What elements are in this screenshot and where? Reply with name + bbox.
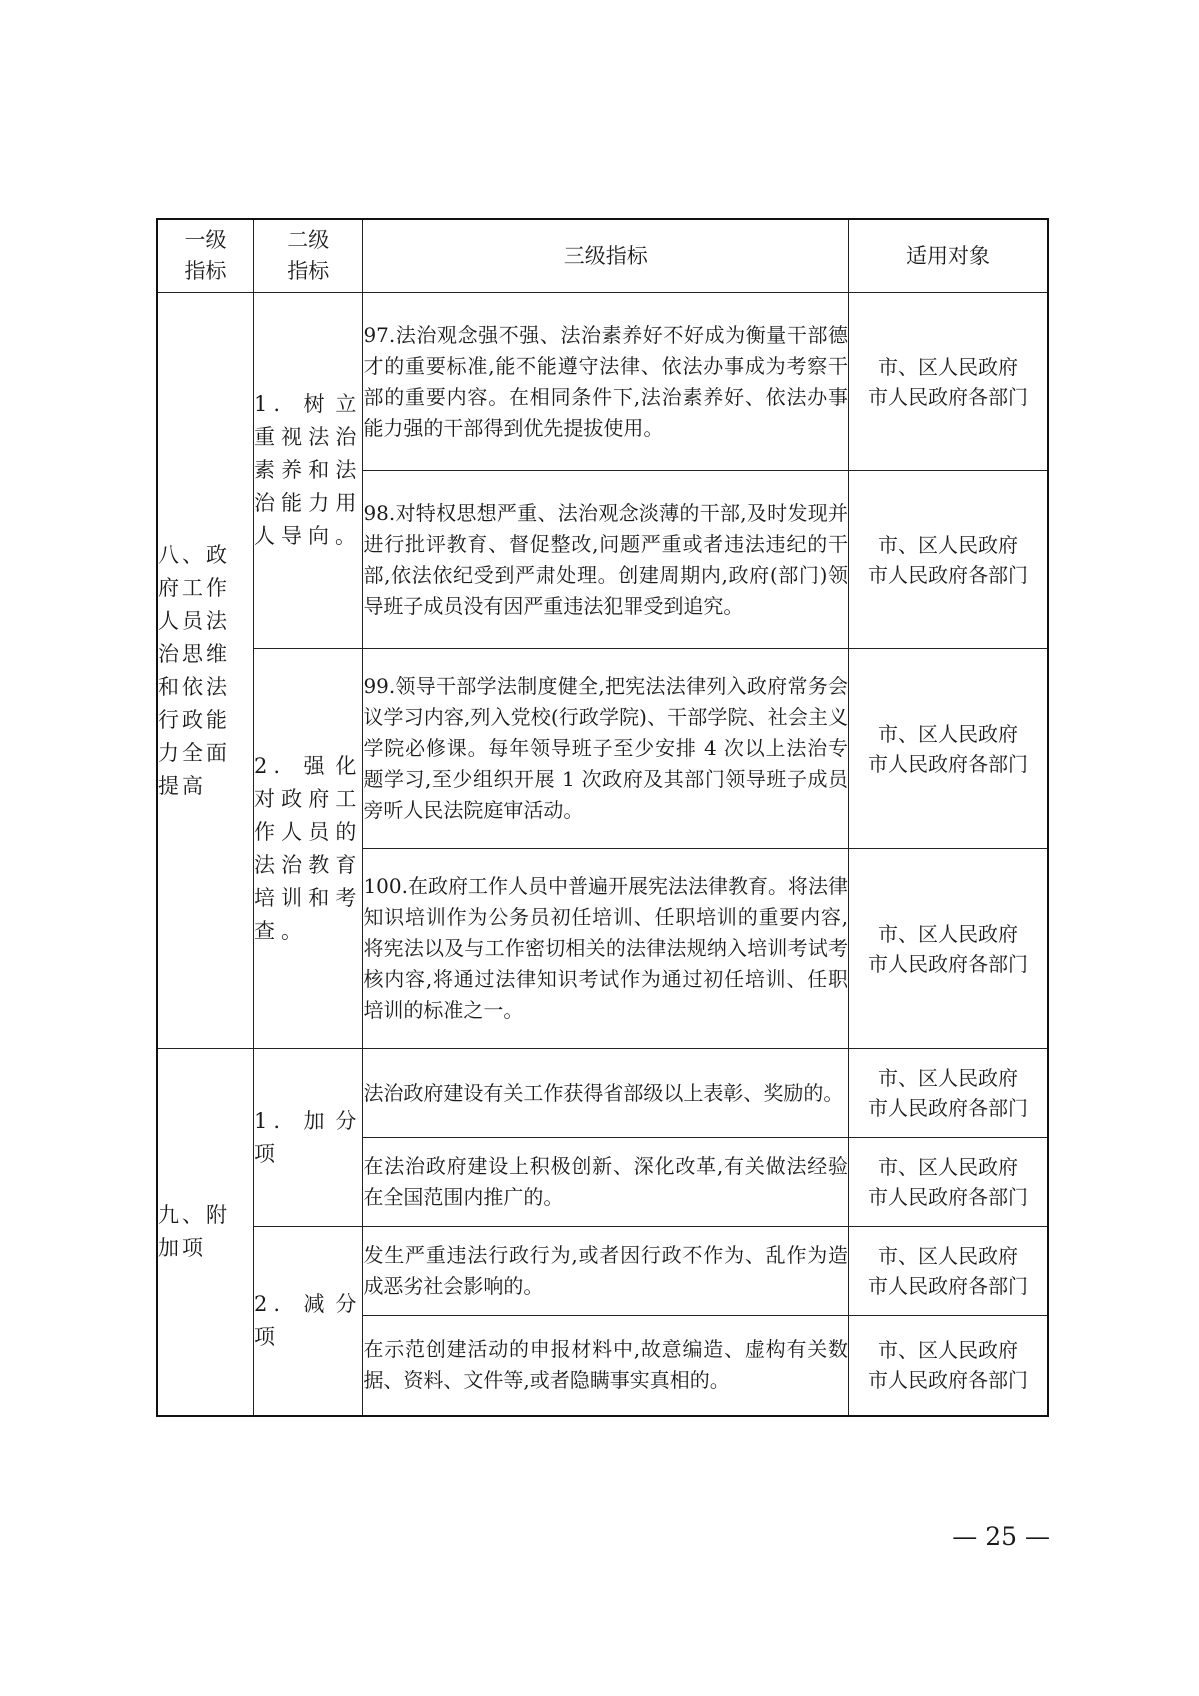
level3-cell — [363, 1138, 849, 1227]
target-line: 市、区人民政府 — [878, 1338, 1019, 1363]
indicator-text: 98.对特权思想严重、法治观念淡薄的干部,及时发现并进行批评教育、督促整改,问题严重或者违法违纪的干部,依法依纪受到严肃处理。创建周期内,政府(部门)领导班子成员没有因严重违法犯罪受到追究。 — [363, 500, 849, 618]
header-level2 — [253, 219, 362, 293]
header-level3-label: 三级指标 — [563, 243, 648, 268]
level2-label: 2. 强化对政府工作人员的法治教育培训和考查。 — [253, 753, 363, 943]
header-target-label: 适用对象 — [906, 243, 991, 268]
target-line: 市、区人民政府 — [878, 354, 1019, 379]
level1-cell — [157, 1049, 253, 1416]
indicator-text: 在法治政府建设上积极创新、深化改革,有关做法经验在全国范围内推广的。 — [363, 1154, 849, 1209]
indicator-text: 100.在政府工作人员中普遍开展宪法法律教育。将法律知识培训作为公务员初任培训、任职培训的重要内容,将宪法以及与工作密切相关的法律法规纳入培训考试考核内容,将通过法律知识考试作为通过初任培训、任职培训的标准之一。 — [363, 874, 849, 1022]
target-line: 市、区人民政府 — [878, 1066, 1019, 1090]
header-level1-label: 一级 指标 — [184, 228, 227, 283]
level2-cell — [253, 293, 362, 649]
target-cell — [849, 1138, 1048, 1227]
target-cell — [849, 649, 1048, 849]
target-cell — [849, 1049, 1048, 1138]
indicator-text: 在示范创建活动的申报材料中,故意编造、虚构有关数据、资料、文件等,或者隐瞒事实真相的。 — [363, 1337, 849, 1393]
level3-cell — [363, 1227, 849, 1316]
level3-cell — [363, 1049, 849, 1138]
level1-label: 八、政府工作人员法治思维和依法行政能力全面提高 — [158, 542, 230, 798]
indicator-text: 99.领导干部学法制度健全,把宪法法律列入政府常务会议学习内容,列入党校(行政学院)、干部学院、社会主义学院必修课。每年领导班子至少安排 4 次以上法治专题学习,至少组织开展 1 次政府及其部门领导班子成员旁听人民法院庭审活动。 — [363, 674, 849, 822]
table-row — [157, 293, 1048, 471]
table-header-row — [157, 219, 1048, 293]
target-line: 市人民政府各部门 — [868, 384, 1029, 409]
level2-cell — [253, 1227, 362, 1416]
table-row — [157, 1227, 1048, 1316]
level1-cell — [157, 293, 253, 1049]
level2-label: 1. 加分项 — [253, 1108, 363, 1166]
level3-cell — [363, 293, 849, 471]
target-cell — [849, 1316, 1048, 1416]
target-cell — [849, 471, 1048, 649]
level3-cell — [363, 849, 849, 1049]
level2-label: 2. 减分项 — [253, 1291, 363, 1349]
header-level1 — [157, 219, 253, 293]
target-line: 市人民政府各部门 — [868, 562, 1029, 587]
level3-cell — [363, 1316, 849, 1416]
target-line: 市、区人民政府 — [878, 532, 1019, 557]
level2-label: 1. 树立重视法治素养和法治能力用人导向。 — [253, 392, 363, 548]
target-line: 市人民政府各部门 — [868, 1368, 1029, 1393]
target-cell — [849, 1227, 1048, 1316]
target-line: 市、区人民政府 — [878, 1155, 1019, 1179]
target-cell — [849, 849, 1048, 1049]
indicator-text: 发生严重违法行政行为,或者因行政不作为、乱作为造成恶劣社会影响的。 — [363, 1243, 849, 1298]
header-level2-label: 二级 指标 — [287, 228, 330, 283]
target-line: 市人民政府各部门 — [868, 1096, 1029, 1120]
indicator-text: 法治政府建设有关工作获得省部级以上表彰、奖励的。 — [363, 1080, 844, 1105]
target-line: 市人民政府各部门 — [868, 751, 1029, 776]
level3-cell — [363, 649, 849, 849]
table-row — [157, 1049, 1048, 1138]
level2-cell — [253, 649, 362, 1049]
target-line: 市、区人民政府 — [878, 721, 1019, 746]
table-row — [157, 649, 1048, 849]
target-line: 市人民政府各部门 — [868, 951, 1029, 976]
target-line: 市人民政府各部门 — [868, 1185, 1029, 1209]
level1-label: 九、附加项 — [158, 1202, 230, 1260]
level2-cell — [253, 1049, 362, 1227]
level3-cell — [363, 471, 849, 649]
header-target — [849, 219, 1048, 293]
header-level3 — [363, 219, 849, 293]
target-line: 市、区人民政府 — [878, 1244, 1019, 1268]
page-number: — 25 — — [952, 1522, 1050, 1551]
target-cell — [849, 293, 1048, 471]
indicator-text: 97.法治观念强不强、法治素养好不好成为衡量干部德才的重要标准,能不能遵守法律、依法办事成为考察干部的重要内容。在相同条件下,法治素养好、依法办事能力强的干部得到优先提拔使用。 — [363, 322, 849, 440]
target-line: 市、区人民政府 — [878, 921, 1019, 946]
target-line: 市人民政府各部门 — [868, 1274, 1029, 1298]
indicator-table — [156, 218, 1049, 1417]
